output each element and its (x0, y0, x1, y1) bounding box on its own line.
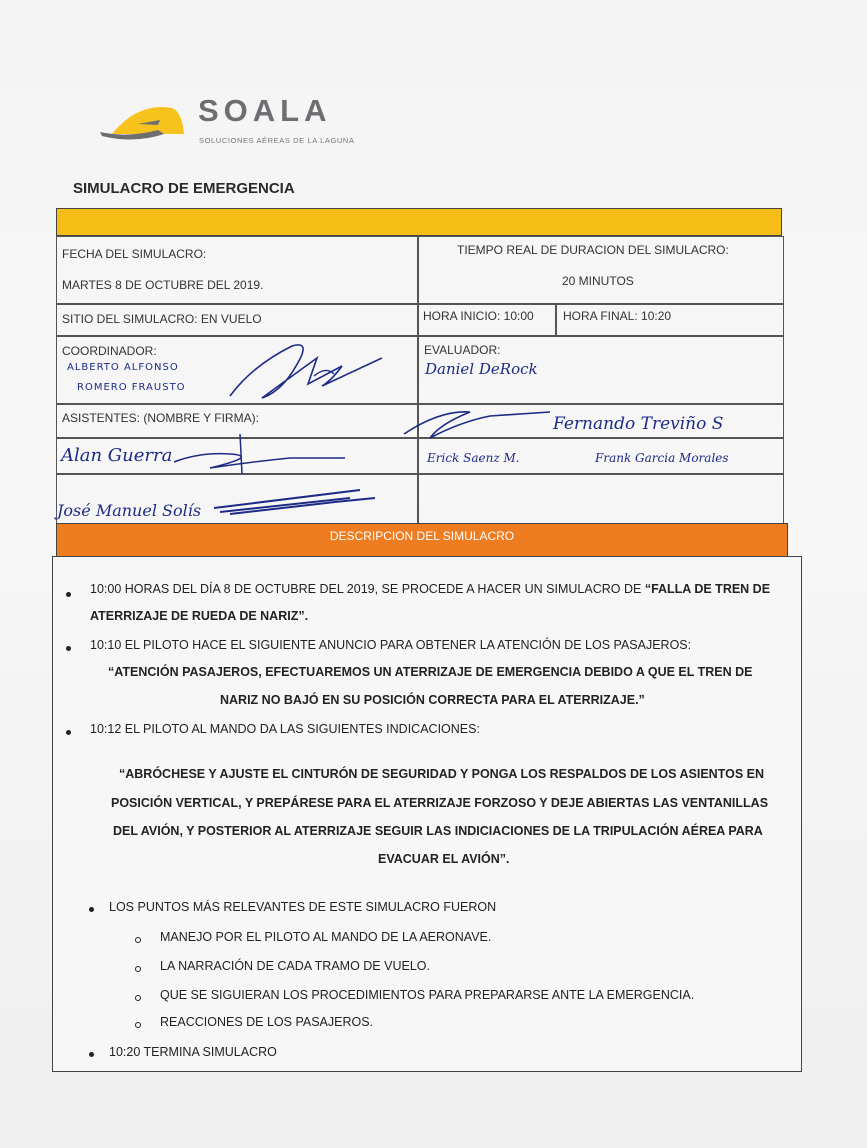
item-2-quote-line-1: “ATENCIÓN PASAJEROS, EFECTUAREMOS UN ATERRIZAJE DE EMERGENCIA DEBIDO A QUE EL TREN DE (108, 665, 753, 679)
item-3: 10:12 EL PILOTO AL MANDO DA LAS SIGUIENTES INDICACIONES: (90, 722, 480, 736)
document-title: SIMULACRO DE EMERGENCIA (73, 180, 295, 197)
item-1-text: 10:00 HORAS DEL DÍA 8 DE OCTUBRE DEL 2019, SE PROCEDE A HACER UN SIMULACRO DE (90, 582, 645, 596)
item-1-emphasis: “FALLA DE TREN DE (644, 582, 771, 596)
hora-inicio-text: HORA INICIO: 10:00 (423, 309, 534, 323)
sitio-text: SITIO DEL SIMULACRO: EN VUELO (62, 312, 262, 326)
empty-cell (418, 474, 784, 524)
sub-item-1: MANEJO POR EL PILOTO AL MANDO DE LA AERONAVE. (160, 930, 492, 944)
item-2-quote-line-2: NARIZ NO BAJÓ EN SU POSICIÓN CORRECTA PARA EL ATERRIZAJE.” (220, 693, 645, 707)
descripcion-body (52, 556, 802, 1072)
header-color-bar (56, 208, 782, 236)
sub-item-2: LA NARRACIÓN DE CADA TRAMO DE VUELO. (160, 959, 430, 973)
asistente-5-signature (210, 484, 380, 520)
fecha-cell (56, 236, 418, 304)
duracion-label: TIEMPO REAL DE DURACION DEL SIMULACRO: (457, 243, 729, 257)
item-2: 10:10 EL PILOTO HACE EL SIGUIENTE ANUNCIO PARA OBTENER LA ATENCIÓN DE LOS PASAJEROS: (90, 638, 692, 652)
bullet-icon (66, 730, 71, 735)
circle-bullet-icon (135, 995, 141, 1001)
item-3-quote-line-3: DEL AVIÓN, Y POSTERIOR AL ATERRIZAJE SEGUIR LAS INDICIACIONES DE LA TRIPULACIÓN AÉREA PARA (113, 824, 763, 838)
duracion-value: 20 MINUTOS (562, 274, 634, 288)
bullet-icon (89, 907, 94, 912)
hora-final-text: HORA FINAL: 10:20 (563, 309, 672, 323)
item-1-line-1 (90, 582, 770, 596)
item-3-quote-line-1: “ABRÓCHESE Y AJUSTE EL CINTURÓN DE SEGURIDAD Y PONGA LOS RESPALDOS DE LOS ASIENTOS EN (119, 767, 765, 781)
logo-tagline: SOLUCIONES AÉREAS DE LA LAGUNA (199, 136, 355, 145)
circle-bullet-icon (135, 937, 141, 943)
item-3-quote-line-2: POSICIÓN VERTICAL, Y PREPÁRESE PARA EL ATERRIZAJE FORZOSO Y DEJE ABIERTAS LAS VENTANILLAS (111, 796, 769, 810)
hora-final-cell (556, 304, 784, 336)
item-3-quote-line-4: EVACUAR EL AVIÓN”. (378, 852, 510, 866)
asistente-name-5: José Manuel Solís (57, 501, 202, 520)
item-1-line-2: ATERRIZAJE DE RUEDA DE NARIZ”. (90, 609, 309, 623)
bullet-icon (89, 1052, 94, 1057)
asistente-2-signature (170, 432, 350, 476)
duracion-cell (418, 236, 784, 304)
hora-inicio-cell (418, 304, 556, 336)
bullet-icon (66, 592, 71, 597)
bullet-icon (66, 646, 71, 651)
circle-bullet-icon (135, 1022, 141, 1028)
asistente-name-4: Frank Garcia Morales (595, 451, 729, 465)
evaluador-name: Daniel DeRock (425, 360, 538, 378)
circle-bullet-icon (135, 966, 141, 972)
item-5: 10:20 TERMINA SIMULACRO (109, 1045, 277, 1059)
sitio-cell (56, 304, 418, 336)
fecha-label: FECHA DEL SIMULACRO: (62, 247, 207, 261)
asistente-1-signature (400, 404, 570, 444)
evaluador-cell (418, 336, 784, 404)
asistentes-label: ASISTENTES: (NOMBRE Y FIRMA): (62, 411, 259, 425)
coordinador-label: COORDINADOR: (62, 344, 157, 358)
asistente-name-3: Erick Saenz M. (427, 451, 520, 465)
coordinador-name-line-2: ROMERO FRAUSTO (77, 382, 186, 393)
coordinador-signature (222, 336, 392, 408)
logo-wordmark: SOALA (198, 93, 332, 128)
evaluador-label: EVALUADOR: (424, 343, 501, 357)
descripcion-heading-bar: DESCRIPCION DEL SIMULACRO (56, 523, 788, 557)
coordinador-name-line-1: ALBERTO ALFONSO (67, 362, 179, 373)
sub-item-3: QUE SE SIGUIERAN LOS PROCEDIMIENTOS PARA PREPARARSE ANTE LA EMERGENCIA. (160, 988, 695, 1002)
item-4: LOS PUNTOS MÁS RELEVANTES DE ESTE SIMULACRO FUERON (109, 900, 497, 914)
fecha-value: MARTES 8 DE OCTUBRE DEL 2019. (62, 278, 264, 292)
asistente-name-1: Fernando Treviño S (553, 414, 724, 434)
asistente-name-2: Alan Guerra (61, 445, 173, 466)
sub-item-4: REACCIONES DE LOS PASAJEROS. (160, 1015, 374, 1029)
